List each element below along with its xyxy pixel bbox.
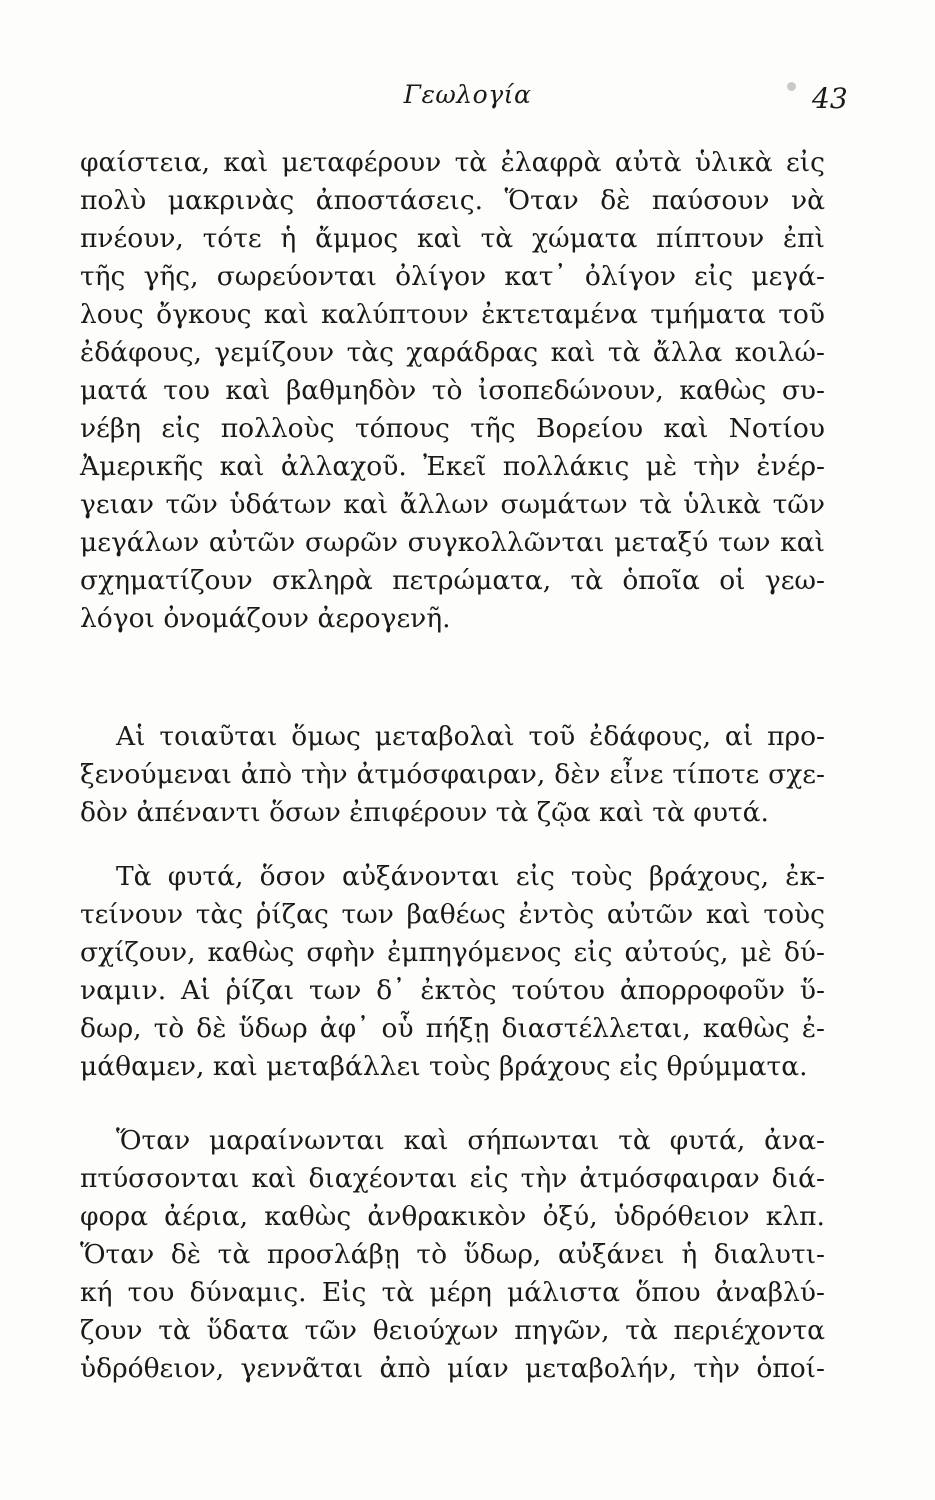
text-line: λους ὄγκους καὶ καλύπτουν ἐκτεταμένα τμήματα τοῦ (80, 299, 825, 330)
page-number: 43 (812, 82, 848, 115)
text-line: ἐδάφους, γεμίζουν τὰς χαράδρας καὶ τὰ ἄλλα κοιλώ- (80, 337, 825, 368)
text-line: Τὰ φυτά, ὅσον αὐξάνονται εἰς τοὺς βράχους, ἐκ- (116, 861, 825, 892)
paragraph-3 (80, 858, 825, 1086)
text-line: φορα ἀέρια, καθὼς ἀνθρακικὸν ὀξύ, ὑδρόθειον κλπ. (80, 1201, 825, 1232)
text-line: πνέουν, τότε ἡ ἄμμος καὶ τὰ χώματα πίπτουν ἐπὶ (80, 223, 825, 254)
text-line: Ὅταν δὲ τὰ προσλάβῃ τὸ ὕδωρ, αὐξάνει ἡ διαλυτι- (80, 1239, 825, 1270)
text-line: ξενούμεναι ἀπὸ τὴν ἀτμόσφαιραν, δὲν εἶνε τίποτε σχε- (80, 759, 825, 790)
text-line: πτύσσονται καὶ διαχέονται εἰς τὴν ἀτμόσφαιραν διά- (80, 1163, 825, 1194)
text-line: Ἀμερικῆς καὶ ἀλλαχοῦ. Ἐκεῖ πολλάκις μὲ τὴν ἐνέρ- (80, 451, 825, 482)
text-line: μεγάλων αὐτῶν σωρῶν συγκολλῶνται μεταξύ των καὶ (80, 527, 825, 558)
text-line: δὸν ἀπέναντι ὅσων ἐπιφέρουν τὰ ζῷα καὶ τὰ φυτά. (80, 797, 769, 828)
text-line: φαίστεια, καὶ μεταφέρουν τὰ ἐλαφρὰ αὐτὰ ὑλικὰ εἰς (80, 147, 825, 178)
text-line: ὑδρόθειον, γεννᾶται ἀπὸ μίαν μεταβολήν, τὴν ὁποί- (80, 1353, 825, 1384)
text-line: τῆς γῆς, σωρεύονται ὀλίγον κατ᾽ ὀλίγον εἰς μεγά- (80, 261, 825, 292)
text-line: μάθαμεν, καὶ μεταβάλλει τοὺς βράχους εἰς θρύμματα. (80, 1051, 808, 1082)
running-title: Γεωλογία (403, 80, 532, 109)
text-line: σχίζουν, καθὼς σφὴν ἐμπηγόμενος εἰς αὐτούς, μὲ δύ- (80, 937, 825, 968)
text-line: δωρ, τὸ δὲ ὕδωρ ἀφ᾽ οὗ πήξῃ διαστέλλεται, καθὼς ἐ- (80, 1013, 825, 1044)
text-line: ζουν τὰ ὕδατα τῶν θειούχων πηγῶν, τὰ περιέχοντα (80, 1315, 825, 1346)
text-line: πολὺ μακρινὰς ἀποστάσεις. Ὅταν δὲ παύσουν νὰ (80, 185, 825, 216)
text-line: Ὅταν μαραίνωνται καὶ σήπωνται τὰ φυτά, ἀνα- (116, 1125, 825, 1156)
text-line: ματά του καὶ βαθμηδὸν τὸ ἰσοπεδώνουν, καθὼς συ- (80, 375, 825, 406)
text-line: τείνουν τὰς ῥίζας των βαθέως ἐντὸς αὐτῶν καὶ τοὺς (80, 899, 825, 930)
paragraph-2 (80, 718, 825, 832)
paragraph-1 (80, 144, 825, 638)
text-line: Αἱ τοιαῦται ὅμως μεταβολαὶ τοῦ ἐδάφους, αἱ προ- (116, 721, 825, 752)
text-line: ναμιν. Αἱ ῥίζαι των δ᾽ ἐκτὸς τούτου ἀπορροφοῦν ὕ- (80, 975, 825, 1006)
text-line: κή του δύναμις. Εἰς τὰ μέρη μάλιστα ὅπου ἀναβλύ- (80, 1277, 825, 1308)
text-line: σχηματίζουν σκληρὰ πετρώματα, τὰ ὁποῖα οἱ γεω- (80, 565, 825, 596)
text-line: γειαν τῶν ὑδάτων καὶ ἄλλων σωμάτων τὰ ὑλικὰ τῶν (80, 489, 825, 520)
text-line: λόγοι ὀνομάζουν ἀερογενῆ. (80, 603, 451, 634)
text-line: νέβη εἰς πολλοὺς τόπους τῆς Βορείου καὶ Νοτίου (80, 413, 825, 444)
paragraph-4 (80, 1122, 825, 1388)
